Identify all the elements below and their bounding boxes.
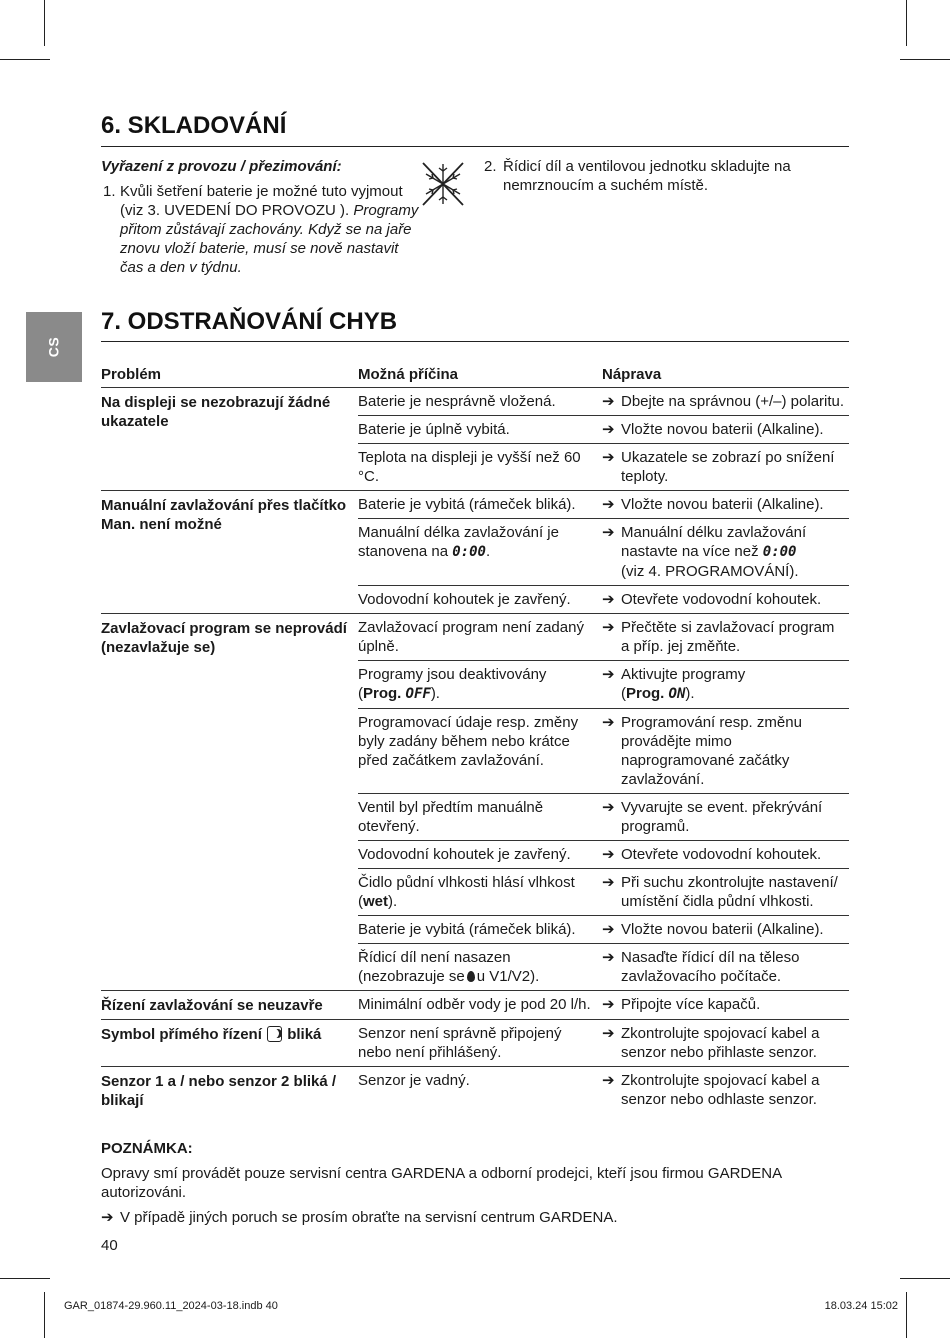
remedy-cell [602, 915, 849, 943]
crop-mark [44, 1292, 45, 1338]
remedy-cell [602, 1019, 849, 1066]
cause-cell: Programovací údaje resp. změny byly zadány během nebo krátce před začátkem zavlažování. [358, 708, 602, 793]
arrow-icon: ➔ [101, 1209, 114, 1226]
item-note: Programy přitom zůstávají zachovány. Když se na jaře znovu vloží baterie, musí se nově nastavit čas a den v týdnu. [120, 202, 419, 276]
remedy-text: Vložte novou baterii (Alkaline). [621, 495, 824, 513]
remedy-text: Otevřete vodovodní kohoutek. [621, 590, 822, 608]
note-arrow-text: V případě jiných poruch se prosím obraťte na servisní centrum GARDENA. [120, 1209, 618, 1226]
column-header-problem: Problém [101, 362, 358, 387]
section7-rule [101, 341, 849, 342]
no-frost-icon [420, 160, 466, 208]
cause-cell: Vodovodní kohoutek je zavřený. [358, 840, 602, 868]
remedy-cell [602, 943, 849, 990]
section6-item-1 [103, 182, 423, 277]
arrow-icon: ➔ [602, 392, 615, 410]
remedy-text: Aktivujte programy [621, 665, 746, 683]
remedy-text: Vložte novou baterii (Alkaline). [621, 920, 824, 938]
arrow-icon: ➔ [602, 1024, 615, 1042]
display-value: 0:00 [762, 543, 797, 560]
remedy-cell [602, 415, 849, 443]
remedy-cell [602, 387, 849, 415]
section7-heading: 7. ODSTRAŇOVÁNÍ CHYB [101, 308, 398, 335]
column-header-remedy: Náprava [602, 362, 849, 387]
item-text: Řídicí díl a ventilovou jednotku skladujte na nemrznoucím a suchém místě. [503, 158, 791, 194]
note-arrow-line [101, 1208, 618, 1227]
troubleshooting-table [101, 362, 849, 1114]
display-value: OFF [405, 685, 431, 702]
crop-mark [900, 59, 950, 60]
section6-item-2 [484, 157, 804, 195]
remedy-text: Připojte více kapačů. [621, 995, 761, 1013]
remedy-cell: ➔ Aktivujte programy (Prog. ON). [602, 660, 849, 708]
arrow-icon: ➔ [602, 948, 615, 966]
cause-cell: Senzor není správně připojený nebo není přihlášený. [358, 1019, 602, 1066]
table-row [101, 387, 849, 415]
water-drop-icon [467, 971, 475, 982]
cause-text: Manuální délka zavlažování je stanovena na [358, 523, 559, 560]
item-text: Kvůli šetření baterie je možné tuto vyjmout (viz 3. UVEDENÍ DO PROVOZU ). [120, 183, 403, 219]
remedy-cell [602, 990, 849, 1019]
arrow-icon: ➔ [602, 1071, 615, 1089]
remedy-text: Při suchu zkontrolujte nastavení/ umístění čidla půdní vlhkosti. [621, 873, 838, 910]
remedy-cell [602, 443, 849, 490]
arrow-icon: ➔ [602, 590, 615, 608]
language-tab-label: CS [45, 336, 62, 358]
remedy-cell [602, 793, 849, 840]
arrow-icon: ➔ [602, 665, 615, 683]
remedy-text: Manuální délku zavlažování nastavte na více než [621, 523, 807, 560]
remedy-text: Ukazatele se zobrazí po snížení teploty. [621, 448, 835, 485]
footer-timestamp: 18.03.24 15:02 [824, 1300, 898, 1312]
crop-mark [900, 1278, 950, 1279]
crop-mark [0, 59, 50, 60]
remedy-cell [602, 490, 849, 518]
crop-mark [906, 0, 907, 46]
direct-control-icon [267, 1026, 282, 1042]
cause-cell: Senzor je vadný. [358, 1066, 602, 1114]
wet-label: wet [363, 892, 389, 910]
arrow-icon: ➔ [602, 713, 615, 731]
note-text: Opravy smí provádět pouze servisní centra GARDENA a odborní prodejci, kteří jsou firmou GARDENA autorizováni. [101, 1165, 782, 1201]
problem-cell: Senzor 1 a / nebo senzor 2 bliká / blikají [101, 1066, 358, 1114]
cause-cell: Baterie je vybitá (rámeček bliká). [358, 915, 602, 943]
section6-subheading: Vyřazení z provozu / přezimování: [101, 158, 342, 175]
remedy-cell [602, 1066, 849, 1114]
arrow-icon: ➔ [602, 920, 615, 938]
item-number: 1. [103, 183, 116, 200]
crop-mark [44, 0, 45, 46]
cause-cell: Vodovodní kohoutek je zavřený. [358, 585, 602, 613]
arrow-icon: ➔ [602, 448, 615, 466]
arrow-icon: ➔ [602, 798, 615, 816]
section6-rule [101, 146, 849, 147]
cause-cell: Zavlažovací program není zadaný úplně. [358, 613, 602, 660]
section6-heading: 6. SKLADOVÁNÍ [101, 112, 287, 139]
remedy-text: Zkontrolujte spojovací kabel a senzor nebo odhlaste senzor. [621, 1071, 820, 1108]
language-tab [26, 312, 82, 382]
remedy-text: Programování resp. změnu provádějte mimo naprogramované začátky zavlažování. [621, 713, 802, 788]
item-number: 2. [484, 158, 497, 175]
cause-cell: Teplota na displeji je vyšší než 60 °C. [358, 443, 602, 490]
remedy-text: Zkontrolujte spojovací kabel a senzor nebo přihlaste senzor. [621, 1024, 820, 1061]
cause-cell: Ventil byl předtím manuálně otevřený. [358, 793, 602, 840]
problem-cell: Manuální zavlažování přes tlačítko Man. není možné [101, 490, 358, 613]
cause-cell [358, 518, 602, 585]
arrow-icon: ➔ [602, 873, 615, 891]
arrow-icon: ➔ [602, 995, 615, 1013]
table-row [101, 490, 849, 518]
arrow-icon: ➔ [602, 495, 615, 513]
cause-text: Programy jsou deaktivovány [358, 665, 547, 683]
remedy-text: Nasaďte řídicí díl na těleso zavlažovacího počítače. [621, 948, 800, 985]
cause-cell: Minimální odběr vody je pod 20 l/h. [358, 990, 602, 1019]
remedy-cell [602, 613, 849, 660]
cause-cell [358, 868, 602, 915]
remedy-cell [602, 840, 849, 868]
arrow-icon: ➔ [602, 845, 615, 863]
cause-cell: Baterie je vybitá (rámeček bliká). [358, 490, 602, 518]
table-row [101, 990, 849, 1019]
problem-text: Symbol přímého řízení [101, 1025, 262, 1043]
prog-label: Prog. [626, 684, 665, 702]
remedy-cell [602, 868, 849, 915]
column-header-cause: Možná příčina [358, 362, 602, 387]
problem-cell: Řízení zavlažování se neuzavře [101, 990, 358, 1019]
remedy-cell [602, 708, 849, 793]
display-value: 0:00 [452, 543, 486, 560]
remedy-text: Vyvarujte se event. překrývání programů. [621, 798, 823, 835]
arrow-icon: ➔ [602, 420, 615, 438]
cause-text: u V1/V2). [476, 967, 540, 985]
prog-label: Prog. [363, 684, 402, 702]
remedy-cell [602, 585, 849, 613]
arrow-icon: ➔ [602, 618, 615, 636]
remedy-cell [602, 518, 849, 585]
footer-file-info: GAR_01874-29.960.11_2024-03-18.indb 40 [64, 1300, 278, 1312]
problem-cell: Zavlažovací program se neprovádí (nezavlažuje se) [101, 613, 358, 990]
cause-cell: Baterie je úplně vybitá. [358, 415, 602, 443]
display-value: ON [668, 685, 686, 702]
cause-cell [358, 943, 602, 990]
crop-mark [0, 1278, 50, 1279]
remedy-text: (viz 4. PROGRAMOVÁNÍ). [621, 562, 799, 580]
cause-text: Řídicí díl není nasazen (nezobrazuje se [358, 948, 511, 985]
cause-text: . [485, 542, 491, 560]
remedy-text: Otevřete vodovodní kohoutek. [621, 845, 822, 863]
cause-cell: Baterie je nesprávně vložená. [358, 392, 556, 410]
remedy-text: Vložte novou baterii (Alkaline). [621, 420, 824, 438]
note-heading: POZNÁMKA: [101, 1140, 193, 1157]
problem-text: bliká [287, 1025, 322, 1043]
crop-mark [906, 1292, 907, 1338]
table-row [101, 1066, 849, 1114]
cause-cell: Programy jsou deaktivovány (Prog. OFF). [358, 660, 602, 708]
problem-cell: Na displeji se nezobrazují žádné ukazatele [101, 393, 331, 430]
page-number: 40 [101, 1237, 118, 1254]
table-row [101, 613, 849, 660]
remedy-text: Přečtěte si zavlažovací program a příp. jej změňte. [621, 618, 835, 655]
remedy-text: Dbejte na správnou (+/–) polaritu. [621, 392, 845, 410]
arrow-icon: ➔ [602, 523, 615, 541]
problem-cell [101, 1019, 358, 1066]
cause-text: Čidlo půdní vlhkosti hlásí vlhkost ( [358, 873, 575, 910]
cause-text: ). [388, 892, 398, 910]
table-row [101, 1019, 849, 1066]
